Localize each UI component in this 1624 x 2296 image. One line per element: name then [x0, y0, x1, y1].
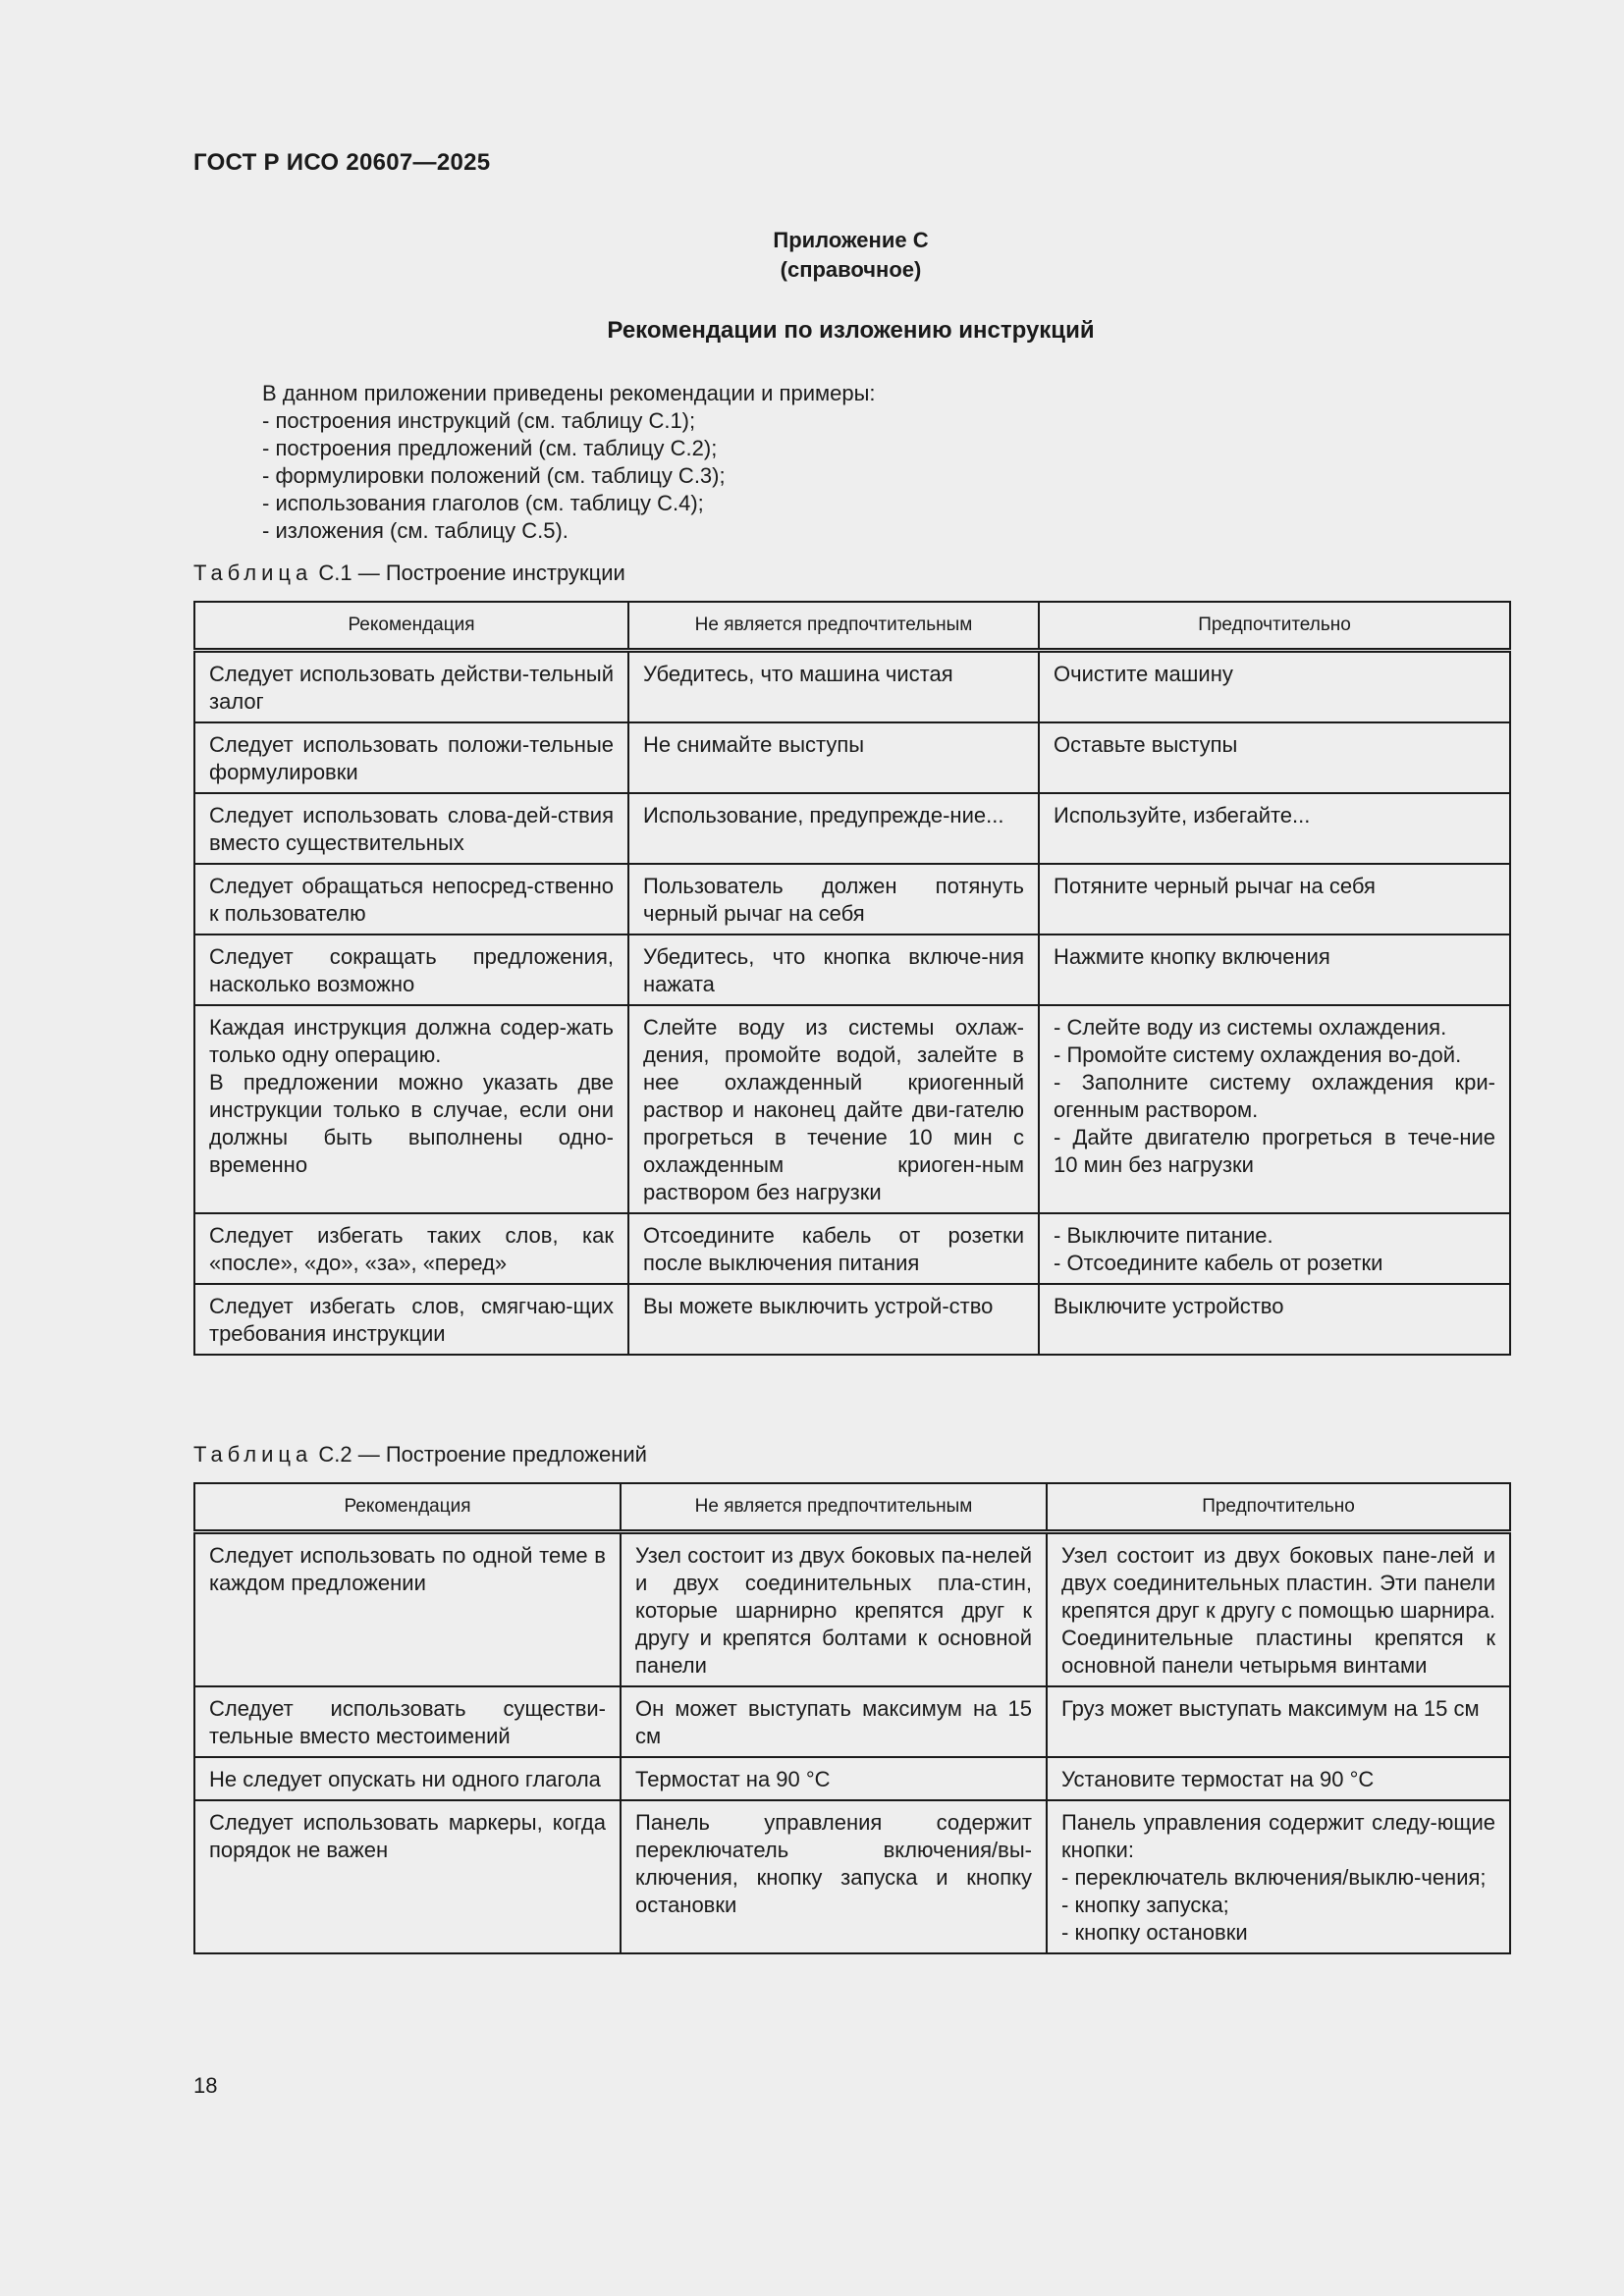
- cell-text: Установите термостат на 90 °С: [1061, 1767, 1375, 1791]
- table-row: [194, 722, 1510, 793]
- cell-text: - Слейте воду из системы охлаждения.: [1054, 1015, 1447, 1040]
- cell-text: Следует избегать слов, смягчаю-щих требования инструкции: [209, 1294, 614, 1346]
- table-row: [194, 934, 1510, 1005]
- table-cell: [194, 1757, 621, 1800]
- table-row: [194, 1757, 1510, 1800]
- table-row: [194, 1686, 1510, 1757]
- cell-text: - Дайте двигателю прогреться в тече-ние 10 мин без нагрузки: [1054, 1125, 1495, 1177]
- table-cell: [194, 651, 628, 723]
- column-header: Не является предпочтительным: [628, 602, 1039, 651]
- annex-subtitle: (справочное): [780, 257, 922, 282]
- cell-text: Следует сокращать предложения, насколько возможно: [209, 944, 614, 996]
- table-cell: [1047, 1757, 1510, 1800]
- table-cell: [1039, 864, 1510, 934]
- column-header: Рекомендация: [194, 602, 628, 651]
- cell-text: Каждая инструкция должна содер-жать только одну операцию.: [209, 1015, 614, 1067]
- column-header: Не является предпочтительным: [621, 1483, 1047, 1532]
- intro-lead: В данном приложении приведены рекомендации и примеры:: [262, 381, 876, 405]
- cell-text: Следует использовать действи-тельный залог: [209, 662, 614, 714]
- cell-text: - кнопку запуска;: [1061, 1893, 1229, 1917]
- table-cell: [194, 934, 628, 1005]
- cell-text: Следует использовать слова-дей-ствия вместо существительных: [209, 803, 614, 855]
- cell-text: Пользователь должен потянуть черный рычаг на себя: [643, 874, 1024, 926]
- table-cell: [194, 1800, 621, 1953]
- cell-text: Убедитесь, что кнопка включе-ния нажата: [643, 944, 1024, 996]
- table-header-row: [194, 1483, 1510, 1532]
- table-cell: [628, 793, 1039, 864]
- cell-text: Используйте, избегайте...: [1054, 803, 1311, 828]
- cell-text: Не снимайте выступы: [643, 732, 865, 757]
- table-cell: [194, 1686, 621, 1757]
- intro-item: - построения инструкций (см. таблицу С.1);: [262, 408, 696, 433]
- cell-text: Следует использовать маркеры, когда порядок не важен: [209, 1810, 606, 1862]
- table-cell: [1039, 934, 1510, 1005]
- table-cell: [1047, 1532, 1510, 1687]
- cell-text: - Отсоедините кабель от розетки: [1054, 1251, 1383, 1275]
- table-caption-prefix: Таблица: [193, 1442, 313, 1467]
- cell-text: - кнопку остановки: [1061, 1920, 1248, 1945]
- table-cell: [621, 1800, 1047, 1953]
- cell-text: Очистите машину: [1054, 662, 1233, 686]
- table-cell: [621, 1532, 1047, 1687]
- table-row: [194, 864, 1510, 934]
- intro-item: - изложения (см. таблицу С.5).: [262, 518, 568, 543]
- table-cell: [628, 864, 1039, 934]
- table-cell: [621, 1757, 1047, 1800]
- column-header: Предпочтительно: [1039, 602, 1510, 651]
- table-cell: [1039, 1213, 1510, 1284]
- table-cell: [194, 864, 628, 934]
- cell-text: Отсоедините кабель от розетки после выключения питания: [643, 1223, 1024, 1275]
- cell-text: Следует обращаться непосред-ственно к пользователю: [209, 874, 614, 926]
- table-caption-prefix: Таблица: [193, 561, 313, 585]
- recommendations-table-c1: [193, 601, 1511, 1356]
- table-cell: [628, 1284, 1039, 1355]
- table-caption: [193, 561, 625, 586]
- cell-text: Панель управления содержит переключатель включения/вы-ключения, кнопку запуска и кнопку остановки: [635, 1810, 1032, 1917]
- annex-heading: [0, 226, 1624, 285]
- section-title: Рекомендации по изложению инструкций: [607, 317, 1095, 344]
- cell-text: Следует использовать существи-тельные вместо местоимений: [209, 1696, 606, 1748]
- intro-item: - использования глаголов (см. таблицу С.4);: [262, 491, 704, 515]
- table-cell: [1039, 651, 1510, 723]
- cell-text: Груз может выступать максимум на 15 см: [1061, 1696, 1480, 1721]
- table-cell: [194, 1532, 621, 1687]
- table-cell: [1039, 793, 1510, 864]
- cell-text: Следует избегать таких слов, как «после», «до», «за», «перед»: [209, 1223, 614, 1275]
- table-cell: [194, 1005, 628, 1213]
- cell-text: Вы можете выключить устрой-ство: [643, 1294, 994, 1318]
- table-caption-text: С.2 — Построение предложений: [318, 1442, 647, 1467]
- table-row: [194, 651, 1510, 723]
- table-cell: [194, 1284, 628, 1355]
- table-cell: [194, 793, 628, 864]
- annex-title: Приложение С: [773, 228, 929, 252]
- cell-text: - Промойте систему охлаждения во-дой.: [1054, 1042, 1462, 1067]
- intro-item: - построения предложений (см. таблицу С.2);: [262, 436, 718, 460]
- table-row: [194, 1532, 1510, 1687]
- table-cell: [194, 1213, 628, 1284]
- cell-text: Он может выступать максимум на 15 см: [635, 1696, 1032, 1748]
- cell-text: Слейте воду из системы охлаж-дения, промойте водой, залейте в нее охлажденный криогенный раствор и наконец дайте дви-гателю прогреться в течение 10 мин с охлажденным криоген-ным раствором без нагрузки: [643, 1015, 1024, 1204]
- cell-text: - переключатель включения/выклю-чения;: [1061, 1865, 1487, 1890]
- recommendations-table-c2: [193, 1482, 1511, 1954]
- table-cell: [194, 722, 628, 793]
- column-header: Рекомендация: [194, 1483, 621, 1532]
- cell-text: Выключите устройство: [1054, 1294, 1284, 1318]
- intro-paragraph: [262, 380, 876, 545]
- page-number: 18: [193, 2073, 218, 2098]
- cell-text: Использование, предупрежде-ние...: [643, 803, 1004, 828]
- table-cell: [628, 934, 1039, 1005]
- table-cell: [628, 1005, 1039, 1213]
- document-code: ГОСТ Р ИСО 20607—2025: [193, 149, 491, 176]
- cell-text: Нажмите кнопку включения: [1054, 944, 1330, 969]
- cell-text: Узел состоит из двух боковых па-нелей и двух соединительных пла-стин, которые шарнирно крепятся друг к другу и крепятся болтами к основной панели: [635, 1543, 1032, 1678]
- cell-text: - Заполните систему охлаждения кри-огенным раствором.: [1054, 1070, 1495, 1122]
- cell-text: Следует использовать по одной теме в каждом предложении: [209, 1543, 606, 1595]
- cell-text: Термостат на 90 °С: [635, 1767, 831, 1791]
- cell-text: - Выключите питание.: [1054, 1223, 1273, 1248]
- cell-text: Потяните черный рычаг на себя: [1054, 874, 1376, 898]
- cell-text: Оставьте выступы: [1054, 732, 1238, 757]
- cell-text: Панель управления содержит следу-ющие кнопки:: [1061, 1810, 1495, 1862]
- table-cell: [1047, 1800, 1510, 1953]
- table-row: [194, 1005, 1510, 1213]
- table-caption: [193, 1442, 647, 1468]
- table-body: [194, 1532, 1510, 1954]
- cell-text: Не следует опускать ни одного глагола: [209, 1767, 601, 1791]
- cell-text: Узел состоит из двух боковых пане-лей и двух соединительных пластин. Эти панели крепятся друг к другу с помощью шарнира. Соединительные пластины крепятся к основной панели четырьмя винтами: [1061, 1543, 1495, 1678]
- table-cell: [621, 1686, 1047, 1757]
- table-cell: [1047, 1686, 1510, 1757]
- table-row: [194, 793, 1510, 864]
- table-cell: [1039, 1005, 1510, 1213]
- cell-text: Убедитесь, что машина чистая: [643, 662, 953, 686]
- column-header: Предпочтительно: [1047, 1483, 1510, 1532]
- table-header-row: [194, 602, 1510, 651]
- table-row: [194, 1800, 1510, 1953]
- intro-item: - формулировки положений (см. таблицу С.3);: [262, 463, 726, 488]
- table-row: [194, 1284, 1510, 1355]
- table-row: [194, 1213, 1510, 1284]
- table-cell: [628, 651, 1039, 723]
- cell-text: В предложении можно указать две инструкции только в случае, если они должны быть выполнены одно-временно: [209, 1070, 614, 1177]
- table-body: [194, 651, 1510, 1356]
- table-cell: [1039, 1284, 1510, 1355]
- table-cell: [628, 722, 1039, 793]
- table-cell: [1039, 722, 1510, 793]
- cell-text: Следует использовать положи-тельные формулировки: [209, 732, 614, 784]
- table-cell: [628, 1213, 1039, 1284]
- table-caption-text: С.1 — Построение инструкции: [318, 561, 625, 585]
